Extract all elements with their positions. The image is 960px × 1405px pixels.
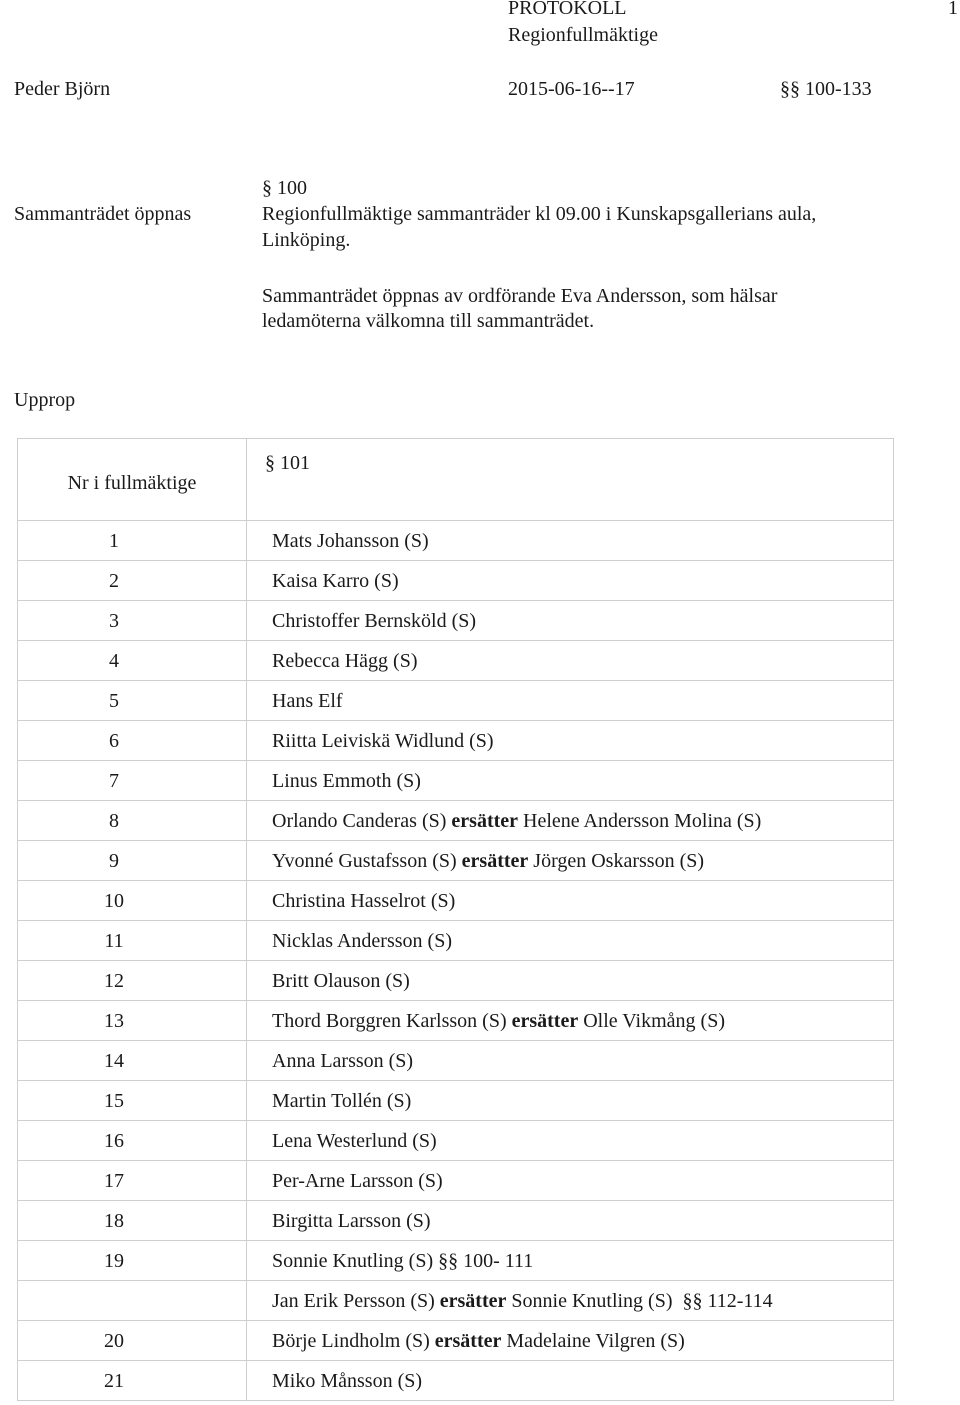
member-entry: [247, 1281, 894, 1321]
table-row: [18, 1081, 894, 1121]
member-text: Thord Borggren Karlsson (S): [272, 1009, 512, 1032]
member-text: Anna Larsson (S): [272, 1049, 414, 1072]
roll-call-paragraph: § 101: [247, 439, 894, 521]
roll-call-table: [17, 438, 894, 1401]
member-entry: [247, 761, 894, 801]
member-text: Rebecca Hägg (S): [272, 649, 418, 672]
member-text: Kaisa Karro (S): [272, 569, 399, 592]
member-text: Nicklas Andersson (S): [272, 929, 452, 952]
member-number-text: 17: [104, 1169, 124, 1192]
member-entry: [247, 1121, 894, 1161]
member-entry: [247, 681, 894, 721]
member-entry: [247, 561, 894, 601]
table-row: [18, 1281, 894, 1321]
member-number: [18, 1001, 247, 1041]
member-number: [18, 681, 247, 721]
table-row: [18, 681, 894, 721]
member-text: Mats Johansson (S): [272, 529, 429, 552]
table-row: [18, 601, 894, 641]
member-text: Yvonné Gustafsson (S): [272, 849, 462, 872]
member-number: [18, 841, 247, 881]
member-number-text: 20: [104, 1329, 124, 1352]
member-text: Per-Arne Larsson (S): [272, 1169, 443, 1192]
member-number-text: 4: [109, 649, 119, 672]
member-number: [18, 1121, 247, 1161]
member-text: Sonnie Knutling (S) §§ 112-114: [506, 1289, 773, 1312]
opening-text-line: Sammanträdet öppnas av ordförande Eva Andersson, som hälsar: [262, 285, 778, 307]
table-row: [18, 1121, 894, 1161]
member-text: Riitta Leiviskä Widlund (S): [272, 729, 494, 752]
member-number-text: 13: [104, 1009, 124, 1032]
member-text: Christoffer Bernsköld (S): [272, 609, 477, 632]
table-row: [18, 1321, 894, 1361]
member-number: [18, 801, 247, 841]
table-row: [18, 881, 894, 921]
member-entry: [247, 721, 894, 761]
member-text: Martin Tollén (S): [272, 1089, 412, 1112]
document-body: Regionfullmäktige: [508, 24, 658, 46]
member-text: Madelaine Vilgren (S): [501, 1329, 685, 1352]
section-label-roll-call: Upprop: [14, 389, 76, 411]
member-entry: [247, 1161, 894, 1201]
substitute-keyword: ersätter: [434, 1329, 502, 1352]
member-number: [18, 1241, 247, 1281]
table-row: [18, 521, 894, 561]
member-number-text: 8: [109, 809, 119, 832]
table-row: [18, 921, 894, 961]
member-entry: [247, 521, 894, 561]
member-text: Linus Emmoth (S): [272, 769, 421, 792]
member-entry: [247, 1081, 894, 1121]
member-entry: [247, 641, 894, 681]
meeting-date: 2015-06-16--17: [508, 78, 635, 100]
table-row: [18, 961, 894, 1001]
member-number: [18, 761, 247, 801]
opening-text-line: ledamöterna välkomna till sammanträdet.: [262, 310, 595, 332]
member-number: [18, 601, 247, 641]
table-row: [18, 1361, 894, 1401]
member-text: Sonnie Knutling (S) §§ 100- 111: [272, 1249, 534, 1272]
page-number: 1: [948, 0, 958, 19]
member-text: Helene Andersson Molina (S): [518, 809, 762, 832]
member-number-text: 6: [109, 729, 119, 752]
table-row: [18, 1201, 894, 1241]
member-number-text: 5: [109, 689, 119, 712]
member-number-text: 1: [109, 529, 119, 552]
member-number-text: 16: [104, 1129, 124, 1152]
member-entry: [247, 1001, 894, 1041]
member-number: [18, 721, 247, 761]
opening-text-line: Linköping.: [262, 229, 351, 251]
member-number-text: 18: [104, 1209, 124, 1232]
substitute-keyword: ersätter: [461, 849, 529, 872]
member-number: [18, 1321, 247, 1361]
member-entry: [247, 841, 894, 881]
table-row: [18, 1161, 894, 1201]
member-text: Lena Westerlund (S): [272, 1129, 437, 1152]
member-number-text: 7: [109, 769, 119, 792]
member-number-text: 15: [104, 1089, 124, 1112]
member-number: [18, 1081, 247, 1121]
member-number-text: 2: [109, 569, 119, 592]
member-entry: [247, 601, 894, 641]
member-number: [18, 1361, 247, 1401]
member-text: Birgitta Larsson (S): [272, 1209, 431, 1232]
member-number: [18, 1201, 247, 1241]
member-entry: [247, 961, 894, 1001]
member-text: Orlando Canderas (S): [272, 809, 452, 832]
table-row: [18, 721, 894, 761]
member-number-text: 12: [104, 969, 124, 992]
signer-name: Peder Björn: [14, 78, 111, 100]
member-number: [18, 561, 247, 601]
document-type: PROTOKOLL: [508, 0, 627, 19]
member-text: Jan Erik Persson (S): [272, 1289, 440, 1312]
member-text: Jörgen Oskarsson (S): [528, 849, 705, 872]
member-entry: [247, 1041, 894, 1081]
member-entry: [247, 1241, 894, 1281]
substitute-keyword: ersätter: [451, 809, 519, 832]
member-number: [18, 881, 247, 921]
column-header-number: Nr i fullmäktige: [18, 439, 247, 521]
member-number: [18, 961, 247, 1001]
member-number-text: 11: [104, 929, 124, 952]
table-row: [18, 1001, 894, 1041]
table-row: [18, 801, 894, 841]
member-entry: [247, 801, 894, 841]
member-text: Olle Vikmång (S): [578, 1009, 725, 1032]
member-number-text: 14: [104, 1049, 124, 1072]
table-row: [18, 641, 894, 681]
member-number-text: 10: [104, 889, 124, 912]
member-entry: [247, 881, 894, 921]
member-number: [18, 521, 247, 561]
paragraph-number: § 100: [262, 177, 307, 199]
paragraph-range: §§ 100-133: [780, 78, 872, 100]
member-number: [18, 1041, 247, 1081]
member-number-text: 9: [109, 849, 119, 872]
table-header-row: [18, 439, 894, 521]
table-row: [18, 1241, 894, 1281]
table-row: [18, 761, 894, 801]
member-number: [18, 921, 247, 961]
opening-text-line: Regionfullmäktige sammanträder kl 09.00 i Kunskapsgallerians aula,: [262, 203, 817, 225]
member-number: [18, 641, 247, 681]
substitute-keyword: ersätter: [439, 1289, 507, 1312]
table-row: [18, 561, 894, 601]
member-number-text: 21: [104, 1369, 124, 1392]
member-number-text: 3: [109, 609, 119, 632]
member-number: [18, 1281, 247, 1321]
member-number: [18, 1161, 247, 1201]
section-label-opening: Sammanträdet öppnas: [14, 203, 192, 225]
member-entry: [247, 1201, 894, 1241]
table-row: [18, 841, 894, 881]
member-text: Börje Lindholm (S): [272, 1329, 435, 1352]
member-text: Christina Hasselrot (S): [272, 889, 456, 912]
member-text: Miko Månsson (S): [272, 1369, 423, 1392]
member-entry: [247, 1361, 894, 1401]
member-number-text: 19: [104, 1249, 124, 1272]
substitute-keyword: ersätter: [511, 1009, 579, 1032]
member-text: Britt Olauson (S): [272, 969, 410, 992]
table-row: [18, 1041, 894, 1081]
member-text: Hans Elf: [272, 689, 343, 712]
member-entry: [247, 921, 894, 961]
member-entry: [247, 1321, 894, 1361]
